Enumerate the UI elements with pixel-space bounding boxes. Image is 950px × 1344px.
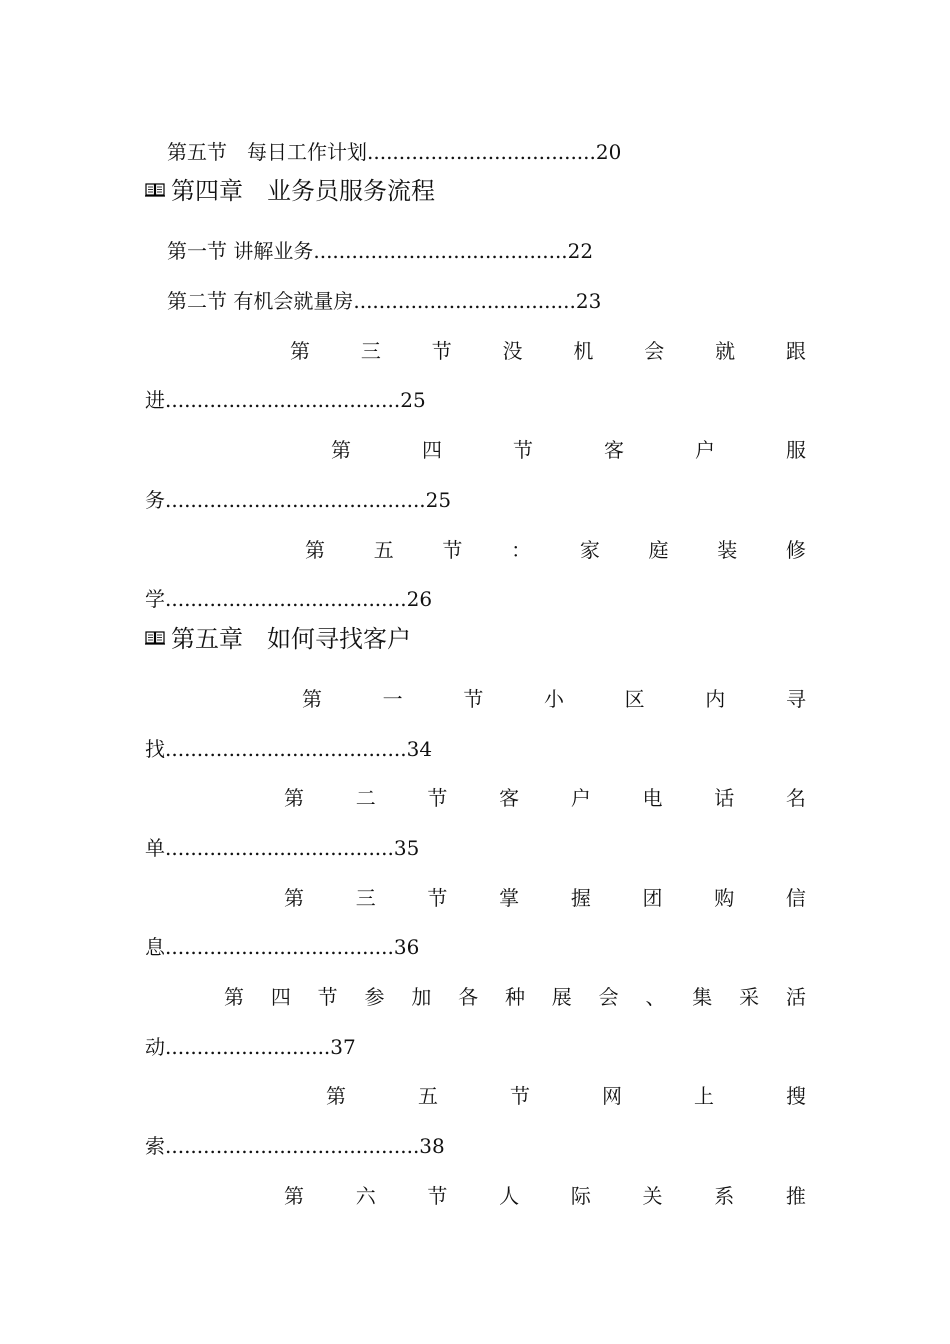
spread-char: 跟 <box>785 339 806 363</box>
entry-lead: 息 <box>145 935 165 959</box>
entry-dots: ...................................... <box>165 587 407 611</box>
spread-char: 活 <box>785 985 806 1009</box>
toc-entry-tail[interactable] <box>145 486 806 514</box>
spread-char: 推 <box>785 1184 806 1208</box>
entry-lead: 单 <box>145 836 165 860</box>
entry-dots: .................................... <box>165 836 394 860</box>
entry-page: 25 <box>400 388 426 412</box>
book-icon <box>145 183 165 197</box>
spread-char: 户 <box>570 786 591 810</box>
spread-char: 第 <box>326 1084 346 1108</box>
spread-char: 种 <box>504 985 525 1009</box>
chapter-heading[interactable] <box>145 175 435 207</box>
spread-char: 名 <box>785 786 806 810</box>
spread-char: 第 <box>284 786 304 810</box>
toc-entry-tail[interactable] <box>145 386 806 414</box>
spread-char: 客 <box>499 786 520 810</box>
entry-lead: 找 <box>145 737 165 761</box>
spread-char: 第 <box>284 1184 304 1208</box>
entry-page: 26 <box>406 587 433 611</box>
entry-lead: 索 <box>145 1134 165 1158</box>
spread-char: 服 <box>786 438 806 462</box>
spread-char: 客 <box>604 438 624 462</box>
spread-char: 节 <box>427 886 448 910</box>
entry-title: 第二节 有机会就量房 <box>167 289 354 313</box>
spread-char: 掌 <box>499 886 520 910</box>
toc-entry[interactable] <box>167 287 806 315</box>
spread-char: 上 <box>694 1084 714 1108</box>
spread-char: 、 <box>645 985 666 1009</box>
entry-lead: 进 <box>145 388 165 412</box>
toc-entry-spread[interactable] <box>284 1182 806 1210</box>
entry-page: 37 <box>330 1035 356 1059</box>
entry-dots: ..................................... <box>165 388 401 412</box>
spread-char: 会 <box>644 339 665 363</box>
spread-char: 人 <box>499 1184 520 1208</box>
spread-char: 电 <box>642 786 663 810</box>
spread-char: 就 <box>715 339 736 363</box>
entry-dots: .................................... <box>165 935 394 959</box>
spread-char: 信 <box>785 886 806 910</box>
entry-lead: 学 <box>145 587 165 611</box>
spread-char: 户 <box>695 438 715 462</box>
toc-entry-spread[interactable] <box>305 536 806 564</box>
spread-char: 采 <box>739 985 760 1009</box>
spread-char: 际 <box>570 1184 591 1208</box>
entry-lead: 务 <box>145 488 165 512</box>
spread-char: 第 <box>331 438 351 462</box>
spread-char: 小 <box>543 687 564 711</box>
entry-dots: ......................................... <box>165 488 426 512</box>
toc-entry-spread[interactable] <box>290 337 806 365</box>
entry-lead: 动 <box>145 1035 165 1059</box>
spread-char: 内 <box>705 687 726 711</box>
spread-char: 节 <box>510 1084 530 1108</box>
spread-char: 搜 <box>786 1084 806 1108</box>
spread-char: 三 <box>355 886 376 910</box>
toc-entry-tail[interactable] <box>145 735 806 763</box>
spread-char: ： <box>511 538 532 562</box>
toc-entry-spread[interactable] <box>224 983 806 1011</box>
spread-char: 节 <box>463 687 484 711</box>
spread-char: 四 <box>422 438 442 462</box>
book-icon <box>145 631 165 645</box>
spread-char: 三 <box>360 339 381 363</box>
spread-char: 节 <box>431 339 452 363</box>
spread-char: 四 <box>270 985 291 1009</box>
spread-char: 六 <box>355 1184 376 1208</box>
toc-entry-tail[interactable] <box>145 585 806 613</box>
spread-char: 二 <box>355 786 376 810</box>
toc-entry-spread[interactable] <box>326 1082 806 1110</box>
spread-char: 节 <box>317 985 338 1009</box>
chapter-title: 第四章 业务员服务流程 <box>171 177 435 205</box>
spread-char: 话 <box>714 786 735 810</box>
entry-page: 20 <box>595 140 622 164</box>
entry-dots: ................................... <box>353 289 576 313</box>
toc-entry-tail[interactable] <box>145 933 806 961</box>
spread-char: 五 <box>418 1084 438 1108</box>
entry-dots: .................................... <box>367 140 596 164</box>
spread-char: 会 <box>598 985 619 1009</box>
toc-entry[interactable] <box>167 237 806 265</box>
toc-entry-tail[interactable] <box>145 1033 806 1061</box>
entry-page: 36 <box>393 935 420 959</box>
spread-char: 家 <box>579 538 600 562</box>
spread-char: 集 <box>692 985 713 1009</box>
entry-page: 25 <box>425 488 452 512</box>
entry-page: 23 <box>575 289 602 313</box>
spread-char: 寻 <box>785 687 806 711</box>
spread-char: 系 <box>714 1184 735 1208</box>
toc-entry-spread[interactable] <box>302 685 806 713</box>
entry-page: 34 <box>406 737 433 761</box>
spread-char: 第 <box>290 339 310 363</box>
entry-title: 第一节 讲解业务 <box>167 239 314 263</box>
spread-char: 各 <box>458 985 479 1009</box>
toc-entry-tail[interactable] <box>145 1132 806 1160</box>
toc-entry-spread[interactable] <box>284 784 806 812</box>
entry-dots: ...................................... <box>165 737 407 761</box>
spread-char: 区 <box>624 687 645 711</box>
entry-page: 38 <box>419 1134 445 1158</box>
toc-entry-spread[interactable] <box>284 884 806 912</box>
chapter-heading[interactable] <box>145 623 411 655</box>
spread-char: 节 <box>427 1184 448 1208</box>
entry-dots: ........................................ <box>313 239 568 263</box>
toc-entry[interactable] <box>167 138 806 166</box>
entry-dots: .......................... <box>165 1035 331 1059</box>
entry-page: 22 <box>567 239 594 263</box>
spread-char: 节 <box>513 438 533 462</box>
toc-entry-tail[interactable] <box>145 834 806 862</box>
spread-char: 第 <box>302 687 322 711</box>
toc-entry-spread[interactable] <box>331 436 806 464</box>
spread-char: 装 <box>717 538 738 562</box>
spread-char: 修 <box>785 538 806 562</box>
spread-char: 机 <box>573 339 594 363</box>
spread-char: 握 <box>570 886 591 910</box>
spread-char: 第 <box>224 985 244 1009</box>
spread-char: 五 <box>373 538 394 562</box>
spread-char: 一 <box>382 687 403 711</box>
spread-char: 网 <box>602 1084 622 1108</box>
spread-char: 展 <box>551 985 572 1009</box>
spread-char: 关 <box>642 1184 663 1208</box>
chapter-title: 第五章 如何寻找客户 <box>171 625 411 653</box>
spread-char: 节 <box>442 538 463 562</box>
spread-char: 节 <box>427 786 448 810</box>
spread-char: 第 <box>284 886 304 910</box>
spread-char: 加 <box>411 985 432 1009</box>
spread-char: 购 <box>714 886 735 910</box>
spread-char: 参 <box>364 985 385 1009</box>
entry-dots: ........................................ <box>165 1134 420 1158</box>
entry-page: 35 <box>393 836 420 860</box>
spread-char: 第 <box>305 538 325 562</box>
spread-char: 团 <box>642 886 663 910</box>
spread-char: 没 <box>502 339 523 363</box>
entry-title: 第五节 每日工作计划 <box>167 140 367 164</box>
spread-char: 庭 <box>648 538 669 562</box>
